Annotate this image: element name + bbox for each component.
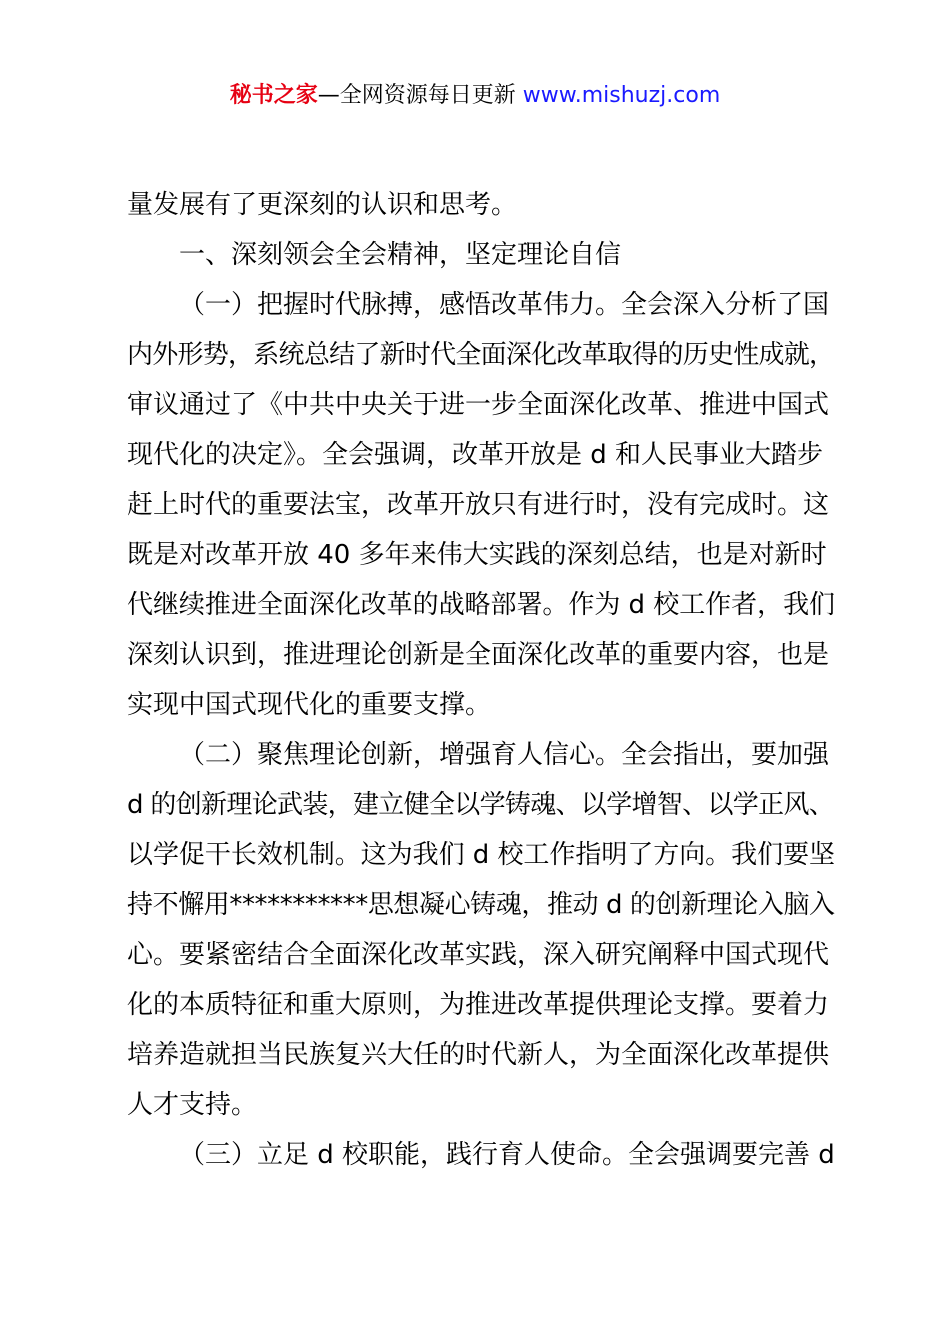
body-line: 赶上时代的重要法宝，改革开放只有进行时，没有完成时。这	[127, 490, 830, 520]
body-line: 深刻认识到，推进理论创新是全面深化改革的重要内容，也是	[127, 640, 830, 670]
body-line: 培养造就担当民族复兴大任的时代新人，为全面深化改革提供	[127, 1040, 830, 1070]
body-line: 实现中国式现代化的重要支撑。	[127, 690, 492, 720]
site-url-link[interactable]: www.mishuzj.com	[522, 83, 721, 108]
body-line: 现代化的决定》。全会强调，改革开放是 d 和人民事业大踏步	[127, 440, 824, 470]
body-line: 量发展有了更深刻的认识和思考。	[127, 190, 518, 220]
body-line: d 的创新理论武装，建立健全以学铸魂、以学增智、以学正风、	[127, 790, 835, 820]
body-line: （一）把握时代脉搏，感悟改革伟力。全会深入分析了国	[179, 290, 830, 320]
body-line: 代继续推进全面深化改革的战略部署。作为 d 校工作者，我们	[127, 590, 835, 620]
site-tagline: —全网资源每日更新	[317, 83, 523, 108]
body-line: 以学促干长效机制。这为我们 d 校工作指明了方向。我们要坚	[127, 840, 835, 870]
body-line: （三）立足 d 校职能，践行育人使命。全会强调要完善 d	[179, 1140, 835, 1170]
body-line: 人才支持。	[127, 1090, 258, 1120]
body-line: 心。要紧密结合全面深化改革实践，深入研究阐释中国式现代	[127, 940, 830, 970]
body-line: 既是对改革开放 40 多年来伟大实践的深刻总结，也是对新时	[127, 540, 827, 570]
site-brand: 秘书之家	[229, 83, 318, 108]
body-line: （二）聚焦理论创新，增强育人信心。全会指出，要加强	[179, 740, 830, 770]
section-heading: 一、深刻领会全会精神，坚定理论自信	[179, 240, 622, 270]
body-line: 审议通过了《中共中央关于进一步全面深化改革、推进中国式	[127, 390, 830, 420]
site-header	[0, 80, 950, 112]
body-line: 持不懈用***********思想凝心铸魂，推动 d 的创新理论入脑入	[127, 890, 835, 920]
body-line: 内外形势，系统总结了新时代全面深化改革取得的历史性成就，	[127, 340, 835, 370]
body-line: 化的本质特征和重大原则，为推进改革提供理论支撑。要着力	[127, 990, 830, 1020]
